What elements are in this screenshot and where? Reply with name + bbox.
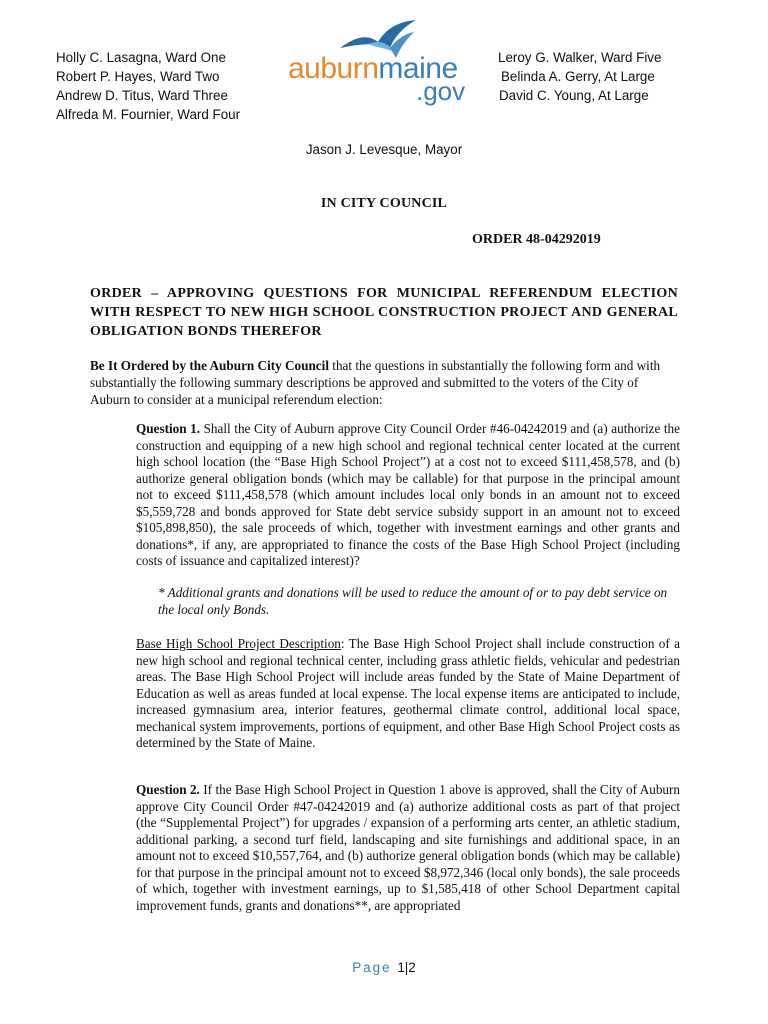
council-member: Andrew D. Titus, Ward Three bbox=[56, 88, 228, 103]
mayor-name: Jason J. Levesque, Mayor bbox=[305, 142, 463, 157]
page-separator: | bbox=[404, 960, 409, 975]
intro-text: that the questions in substantially the following form and with substantially the following summary descriptions be approved and submitted to the voters of the City of Auburn to consider at a municipal referendum election: bbox=[90, 358, 661, 407]
page-total: 2 bbox=[408, 960, 416, 975]
council-member: Robert P. Hayes, Ward Two bbox=[56, 69, 220, 84]
council-member: David C. Young, At Large bbox=[499, 88, 649, 103]
logo-text-auburn: auburn bbox=[288, 52, 379, 85]
page-current: 1 bbox=[397, 960, 405, 975]
intro-paragraph bbox=[90, 357, 680, 408]
project-description bbox=[136, 636, 680, 752]
council-list-right bbox=[498, 48, 661, 105]
order-number: ORDER 48-04292019 bbox=[472, 232, 601, 247]
in-city-council-heading: IN CITY COUNCIL bbox=[320, 196, 448, 211]
footnote-grants: * Additional grants and donations will be used to reduce the amount of or to pay debt service on the local only Bonds. bbox=[158, 585, 668, 617]
council-member: Holly C. Lasagna, Ward One bbox=[56, 50, 226, 65]
page-footer bbox=[0, 960, 768, 975]
question-1 bbox=[136, 421, 680, 570]
question-2-text: If the Base High School Project in Question 1 above is approved, shall the City of Auburn approve City Council Order #47-04242019 and (a) authorize additional costs as part of that project (the “Supplemental Project”) for upgrades / expansion of a performing arts center, an athletic stadium, additional parking, a second turf field, landscaping and site furnishings and additional space, in an amount not to exceed $10,557,764, and (b) authorize general obligation bonds (which may be callable) for that purpose in the principal amount not to exceed $8,972,346 (local only bonds), the sale proceeds of which, together with investment earnings, up to $1,585,418 of other School Department capital improvement funds, grants and donations**, are appropriated bbox=[136, 782, 680, 913]
order-title: ORDER – APPROVING QUESTIONS FOR MUNICIPAL REFERENDUM ELECTION WITH RESPECT TO NEW HIGH SCHOOL CONSTRUCTION PROJECT AND GENERAL OBLIGATION BONDS THEREFOR bbox=[90, 286, 678, 339]
question-2 bbox=[136, 782, 680, 914]
question-1-label: Question 1. bbox=[136, 421, 201, 436]
council-member: Leroy G. Walker, Ward Five bbox=[498, 50, 662, 65]
project-description-label: Base High School Project Description bbox=[136, 636, 341, 651]
question-1-text: Shall the City of Auburn approve City Council Order #46-04242019 and (a) authorize the construction and equipping of a new high school and regional technical center located at the current high school location (the “Base High School Project”) at a cost not to exceed $111,458,578, and (b) authorize general obligation bonds (which may be callable) for that purpose in the principal amount not to exceed $111,458,578 (which amount includes local only bonds in an amount not to exceed $5,559,728 and bonds approved for State debt service subsidy support in an amount not to exceed $105,898,850), the sale proceeds of which, together with investment earnings and other grants and donations*, if any, are appropriated to finance the costs of the Base High School Project (including costs of issuance and capitalized interest)? bbox=[136, 421, 680, 568]
page-word: Page bbox=[352, 960, 392, 975]
auburn-maine-logo bbox=[286, 14, 466, 104]
council-list-left bbox=[56, 48, 240, 124]
logo-text-gov: .gov bbox=[416, 76, 466, 106]
project-description-text: : The Base High School Project shall include construction of a new high school and regional technical center, including grass athletic fields, vehicular and pedestrian areas. The Base High School Project will include areas funded by the State of Maine Department of Education as well as areas funded at local expense. The local expense items are anticipated to include, increased gymnasium area, interior features, geothermal climate control, additional local space, mechanical system improvements, portions of equipment, and other Base High School Project costs as determined by the State of Maine. bbox=[136, 636, 680, 750]
question-2-label: Question 2. bbox=[136, 782, 200, 797]
logo-text-maine: maine bbox=[378, 52, 458, 85]
council-member: Belinda A. Gerry, At Large bbox=[501, 69, 655, 84]
council-member: Alfreda M. Fournier, Ward Four bbox=[56, 107, 241, 122]
intro-lead: Be It Ordered by the Auburn City Council bbox=[90, 358, 329, 373]
